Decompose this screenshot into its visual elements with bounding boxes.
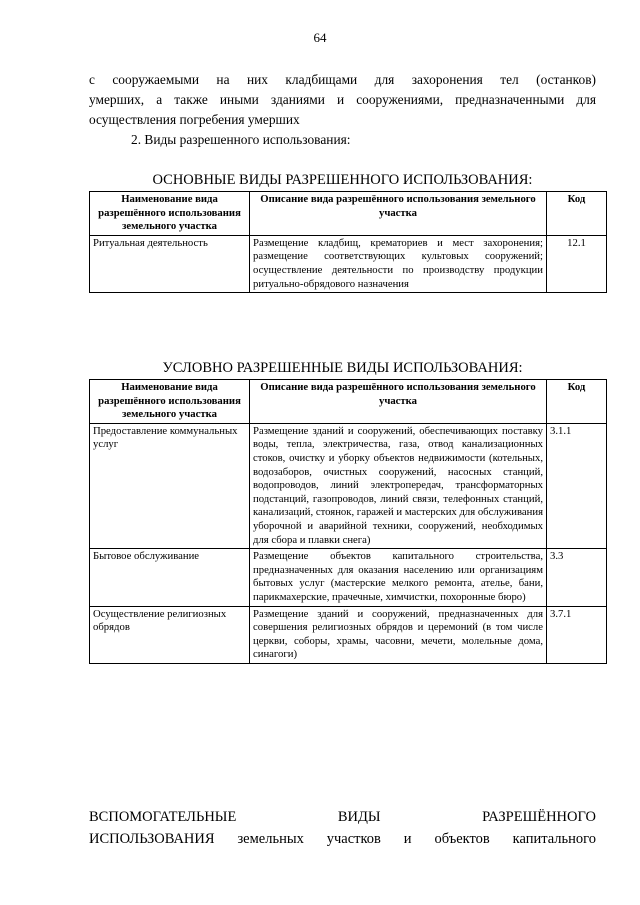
description-line: Размещение кладбищ, крематориев и мест захоронения; (253, 236, 543, 249)
page-number: 64 (313, 30, 327, 45)
row-description: Размещение объектов капитального строительства, предназначенных для оказания населению или организациям бытовых услуг (мастерские мелкого ремонта, ателье, бани, парикмахерские, прачечные, химчистки, похоронные бюро) (250, 549, 547, 606)
intro-line-2: умерших, а также иными зданиями и сооружениями, предназначенными для (89, 92, 596, 107)
intro-item: 2. Виды разрешенного использования: (131, 132, 351, 147)
auxiliary-heading (89, 806, 596, 850)
conditional-uses-table (89, 379, 607, 664)
row-code: 3.1.1 (547, 423, 607, 548)
table-row (90, 606, 607, 663)
table-row (90, 549, 607, 606)
table-row (90, 235, 607, 292)
header-code: Код (547, 192, 607, 236)
auxiliary-line: ИСПОЛЬЗОВАНИЯ земельных участков и объектов капитального (89, 831, 596, 847)
row-description: Размещение зданий и сооружений, обеспечивающих поставку воды, тепла, электричества, газа, отвод канализационных стоков, очистку и уборку объектов недвижимости (котельных, водозаборов, очистных сооружений, насосных станций, водопроводов, линий электропередач, трансформаторных подстанций, газопроводов, линий связи, телефонных станций, канализаций, стоянок, гаражей и мастерских для обслуживания уборочной и аварийной техники, сооружений, необходимых для сбора и плавки снега) (250, 423, 547, 548)
main-section-title: ОСНОВНЫЕ ВИДЫ РАЗРЕШЕННОГО ИСПОЛЬЗОВАНИЯ: (152, 172, 533, 188)
header-code: Код (547, 380, 607, 424)
conditional-section-title: УСЛОВНО РАЗРЕШЕННЫЕ ВИДЫ ИСПОЛЬЗОВАНИЯ: (162, 360, 523, 376)
intro-line-1: с сооружаемыми на них кладбищами для захоронения тел (останков) (89, 72, 596, 87)
row-name: Предоставление коммунальных услуг (90, 423, 250, 548)
row-name: Бытовое обслуживание (90, 549, 250, 606)
row-code: 3.7.1 (547, 606, 607, 663)
row-description: Размещение зданий и сооружений, предназначенных для совершения религиозных обрядов и церемоний (в том числе церкви, соборы, храмы, часовни, мечети, молельные дома, синагоги) (250, 606, 547, 663)
header-name: Наименование вида разрешённого использования земельного участка (90, 192, 250, 236)
description-line: осуществление деятельности по производству продукции ритуально-обрядового назначения (253, 263, 543, 290)
intro-line-3: осуществления погребения умерших (89, 112, 300, 127)
header-name: Наименование вида разрешённого использования земельного участка (90, 380, 250, 424)
row-code: 12.1 (547, 235, 607, 292)
header-description: Описание вида разрешённого использования земельного участка (250, 380, 547, 424)
row-code: 3.3 (547, 549, 607, 606)
main-uses-table (89, 191, 607, 293)
table-header-row (90, 192, 607, 236)
row-name: Ритуальная деятельность (90, 235, 250, 292)
table-row (90, 423, 607, 548)
table-header-row (90, 380, 607, 424)
description-line: размещение соответствующих культовых сооружений; (253, 250, 543, 263)
row-name: Осуществление религиозных обрядов (90, 606, 250, 663)
auxiliary-line: ВСПОМОГАТЕЛЬНЫЕ ВИДЫ РАЗРЕШЁННОГО (89, 809, 596, 825)
header-description: Описание вида разрешённого использования земельного участка (250, 192, 547, 236)
row-description (250, 235, 547, 292)
